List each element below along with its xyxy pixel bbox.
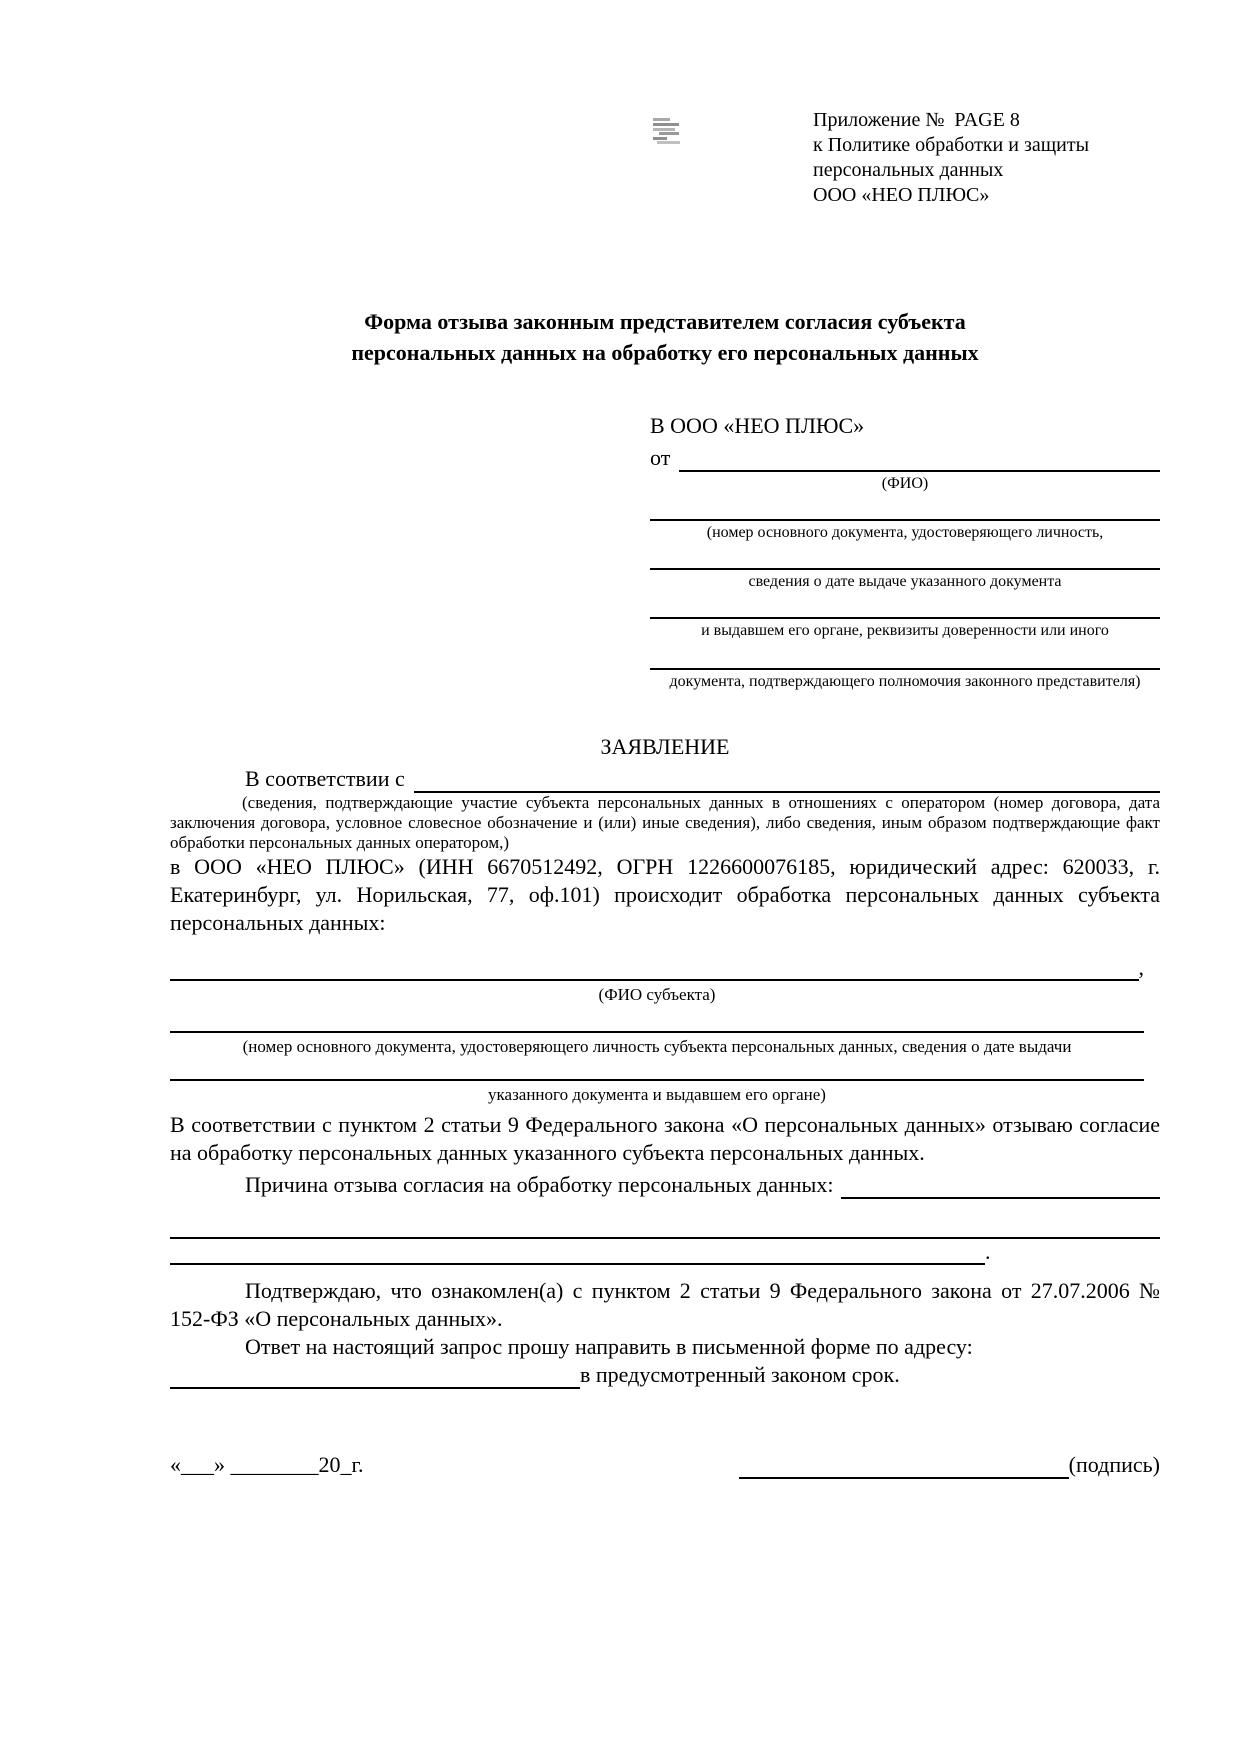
reason-field[interactable] xyxy=(841,1173,1160,1199)
subject-fio-caption: (ФИО субъекта) xyxy=(598,985,716,1004)
reason-period: . xyxy=(985,1239,991,1264)
subject-document-caption-2: указанного документа и выдавшем его органе) xyxy=(488,1085,826,1104)
organization-line: ООО «НЕО ПЛЮС» xyxy=(813,184,990,206)
reason-field-line-3-row xyxy=(170,1239,1160,1265)
signature-field[interactable] xyxy=(739,1453,1069,1479)
reply-address-row xyxy=(170,1361,1160,1389)
fio-caption: (ФИО) xyxy=(881,475,929,492)
form-title-line-1: Форма отзыва законным представителем согласия субъекта xyxy=(364,309,966,334)
authority-document-caption: документа, подтверждающего полномочия законного представителя) xyxy=(669,673,1141,690)
from-label: от xyxy=(650,445,671,470)
form-title xyxy=(170,306,1160,368)
basis-field[interactable] xyxy=(414,767,1160,793)
statement-heading: ЗАЯВЛЕНИЕ xyxy=(600,734,730,759)
subject-document-field-2[interactable] xyxy=(170,1057,1144,1081)
basis-row xyxy=(170,765,1160,793)
footer xyxy=(170,1451,1160,1479)
reply-address-field[interactable] xyxy=(170,1363,580,1389)
representative-name-field[interactable] xyxy=(679,446,1160,472)
policy-line-2: персональных данных xyxy=(813,159,1004,181)
from-row xyxy=(650,444,1160,472)
reason-row xyxy=(170,1171,1160,1199)
smudge-text-icon xyxy=(653,118,681,144)
reason-label: Причина отзыва согласия на обработку персональных данных: xyxy=(245,1172,834,1197)
form-title-line-2: персональных данных на обработку его персональных данных xyxy=(351,340,979,365)
subject-name-field[interactable] xyxy=(170,955,1139,981)
document-issuer-caption: и выдавшем его органе, реквизиты доверенности или иного xyxy=(701,622,1109,639)
confirmation-paragraph: Подтверждаю, что ознакомлен(а) с пунктом 2 статьи 9 Федерального закона от 27.07.2006 № 152-ФЗ «О персональных данных». xyxy=(170,1278,1160,1331)
representative-document-field[interactable] xyxy=(650,493,1160,521)
subject-document-field[interactable] xyxy=(170,1005,1144,1033)
addressee-org: В ООО «НЕО ПЛЮС» xyxy=(650,413,865,438)
document-issuer-field[interactable] xyxy=(650,591,1160,619)
representative-document-caption: (номер основного документа, удостоверяющего личность, xyxy=(706,524,1104,541)
policy-line-1: к Политике обработки и защиты xyxy=(813,134,1090,156)
reply-deadline-text: в предусмотренный законом срок. xyxy=(580,1362,900,1387)
basis-note: (сведения, подтверждающие участие субъекта персональных данных в отношениях с оператором (номер договора, дата заключения договора, условное словесное обозначение и (или) иные сведения), либо сведения, иным образом подтверждающие факт обработки персональных данных оператором,) xyxy=(170,793,1160,852)
reason-field-line-3[interactable] xyxy=(170,1239,985,1265)
signature-group xyxy=(739,1451,1160,1479)
reply-request-line: Ответ на настоящий запрос прошу направить в письменной форме по адресу: xyxy=(245,1334,973,1359)
addressee-block xyxy=(650,412,1160,691)
reason-field-line-2[interactable] xyxy=(170,1199,1160,1239)
header-text-block xyxy=(813,108,1160,208)
authority-document-field[interactable] xyxy=(650,640,1160,670)
basis-label: В соответствии с xyxy=(245,766,405,791)
subject-name-comma: , xyxy=(1138,955,1144,980)
document-issue-date-caption: сведения о дате выдаче указанного документа xyxy=(748,573,1062,590)
subject-name-row xyxy=(170,955,1144,981)
header xyxy=(170,108,1160,208)
signature-caption: (подпись) xyxy=(1068,1452,1160,1477)
subject-document-caption-1: (номер основного документа, удостоверяющего личность субъекта персональных данных, сведения о дате выдачи xyxy=(242,1037,1072,1056)
appendix-number-line: Приложение № PAGE 8 xyxy=(813,109,1020,131)
document-issue-date-field[interactable] xyxy=(650,542,1160,570)
date-line[interactable]: «___» ________20_г. xyxy=(170,1452,364,1477)
operator-paragraph: в ООО «НЕО ПЛЮС» (ИНН 6670512492, ОГРН 1226600076185, юридический адрес: 620033, г. Екатеринбург, ул. Норильская, 77, оф.101) происходит обработка персональных данных субъекта персональных данных: xyxy=(170,854,1160,935)
withdrawal-paragraph: В соответствии с пунктом 2 статьи 9 Федерального закона «О персональных данных» отзываю согласие на обработку персональных данных указанного субъекта персональных данных. xyxy=(170,1112,1160,1165)
